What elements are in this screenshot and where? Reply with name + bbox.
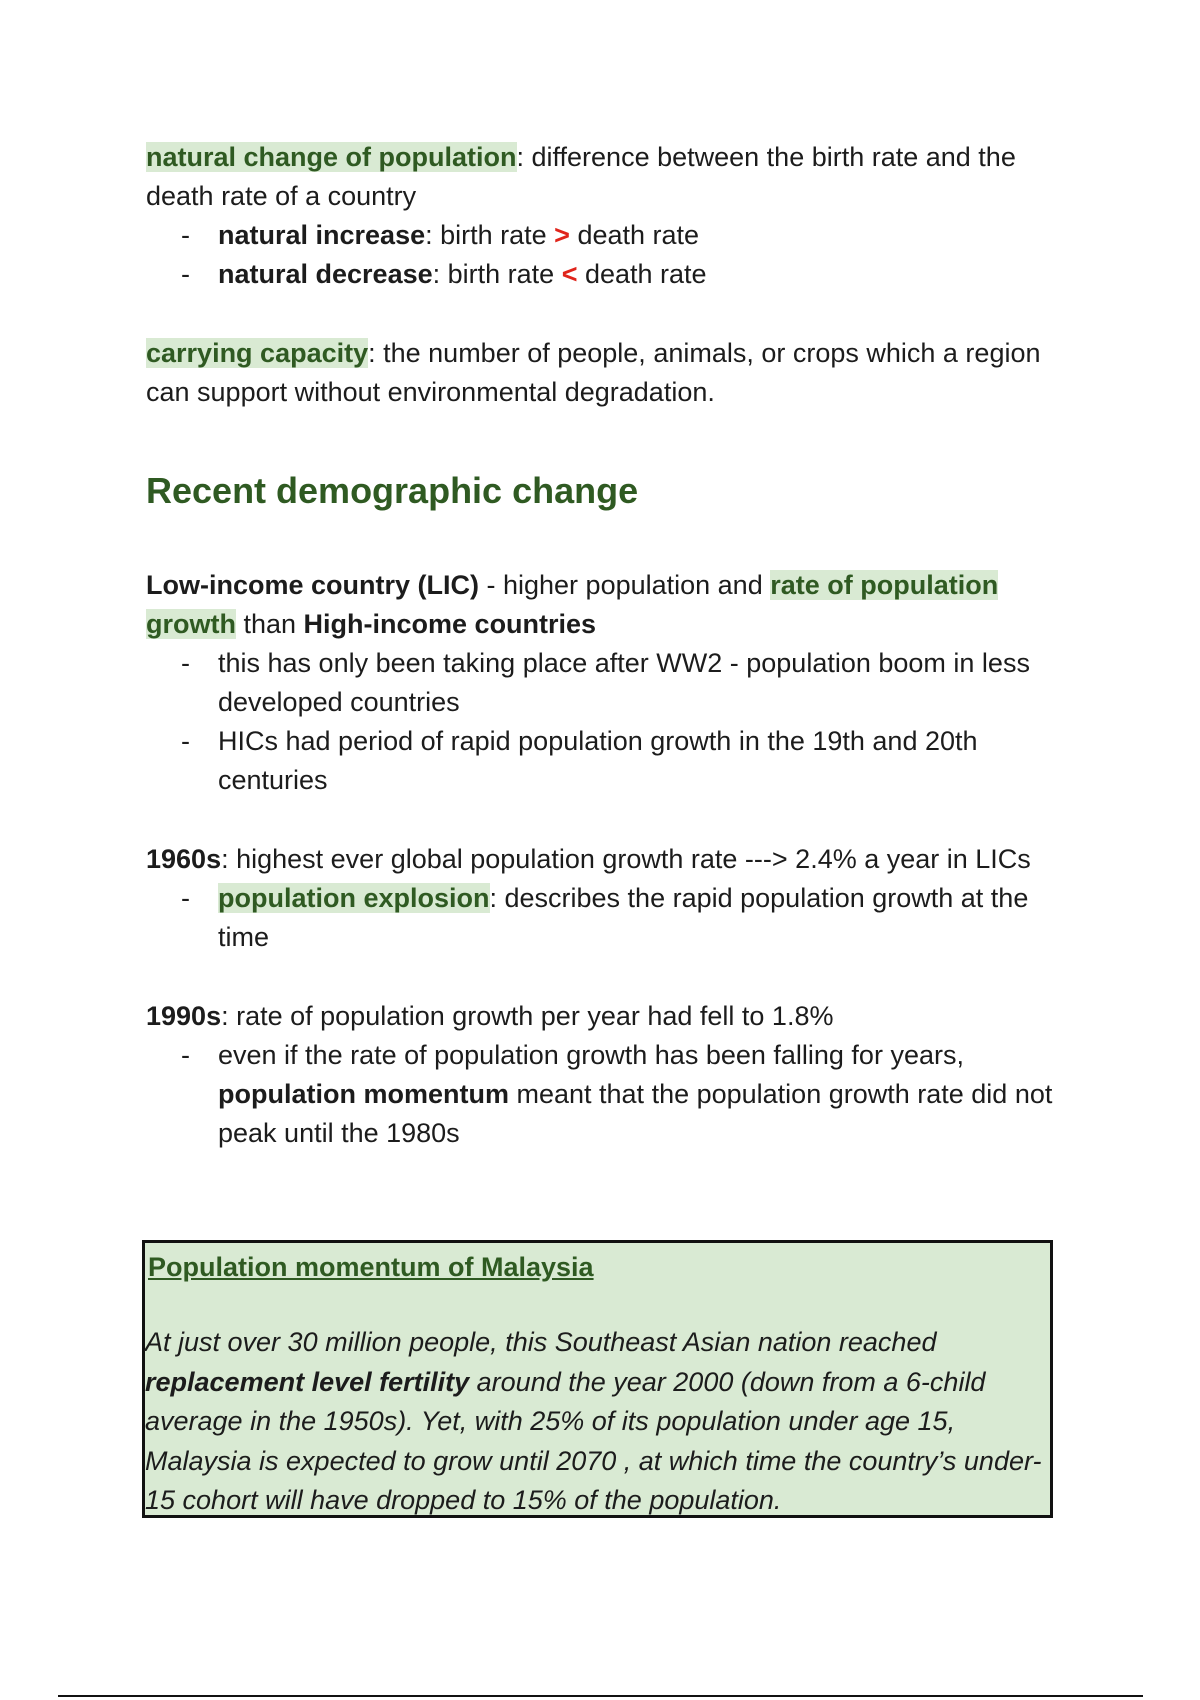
bottom-divider (58, 1695, 1143, 1697)
natural-change-list (146, 216, 1066, 294)
list-item: - even if the rate of population growth has been falling for years, population momentum meant that the population growth rate did not peak until the 1980s (181, 1040, 1053, 1148)
list-item: - population explosion: describes the rapid population growth at the time (181, 883, 1029, 952)
case-study-box (142, 1240, 1053, 1518)
natural-change-definition: natural change of population: difference between the birth rate and the death rate of a country (146, 142, 1016, 211)
document-page (146, 138, 1066, 1153)
lic-paragraph: Low-income country (LIC) - higher population and rate of population growth than High-income countries (146, 570, 999, 639)
case-study-text: At just over 30 million people, this Southeast Asian nation reached replacement level fertility around the year 2000 (down from a 6-child average in the 1950s). Yet, with 25% of its population under age 15, Malaysia is expected to grow until 2070 , at which time the country’s under-15 cohort will have dropped to 15% of the population. (145, 1327, 1042, 1515)
1990s-paragraph: 1990s: rate of population growth per year had fell to 1.8% (146, 1001, 834, 1031)
1960s-list (146, 879, 1066, 957)
section-heading: Recent demographic change (146, 470, 639, 511)
case-study-title: Population momentum of Malaysia (148, 1252, 594, 1282)
lic-list (146, 644, 1066, 800)
list-item: - natural decrease: birth rate < death rate (181, 259, 707, 289)
greater-than-symbol: > (554, 220, 570, 250)
less-than-symbol: < (561, 259, 578, 289)
list-item: - natural increase: birth rate > death rate (181, 220, 700, 250)
list-item: - this has only been taking place after WW2 - population boom in less developed countries (181, 648, 1030, 717)
term-highlight: population explosion (218, 883, 490, 913)
list-item: - HICs had period of rapid population growth in the 19th and 20th centuries (181, 726, 978, 795)
1990s-list (146, 1036, 1066, 1153)
term-highlight: carrying capacity (146, 338, 369, 368)
term-highlight: rate of population growth (146, 570, 999, 639)
carrying-capacity-definition: carrying capacity: the number of people, animals, or crops which a region can support without environmental degradation. (146, 338, 1041, 407)
1960s-paragraph: 1960s: highest ever global population growth rate ---> 2.4% a year in LICs (146, 844, 1031, 874)
term-highlight: natural change of population (146, 142, 517, 172)
